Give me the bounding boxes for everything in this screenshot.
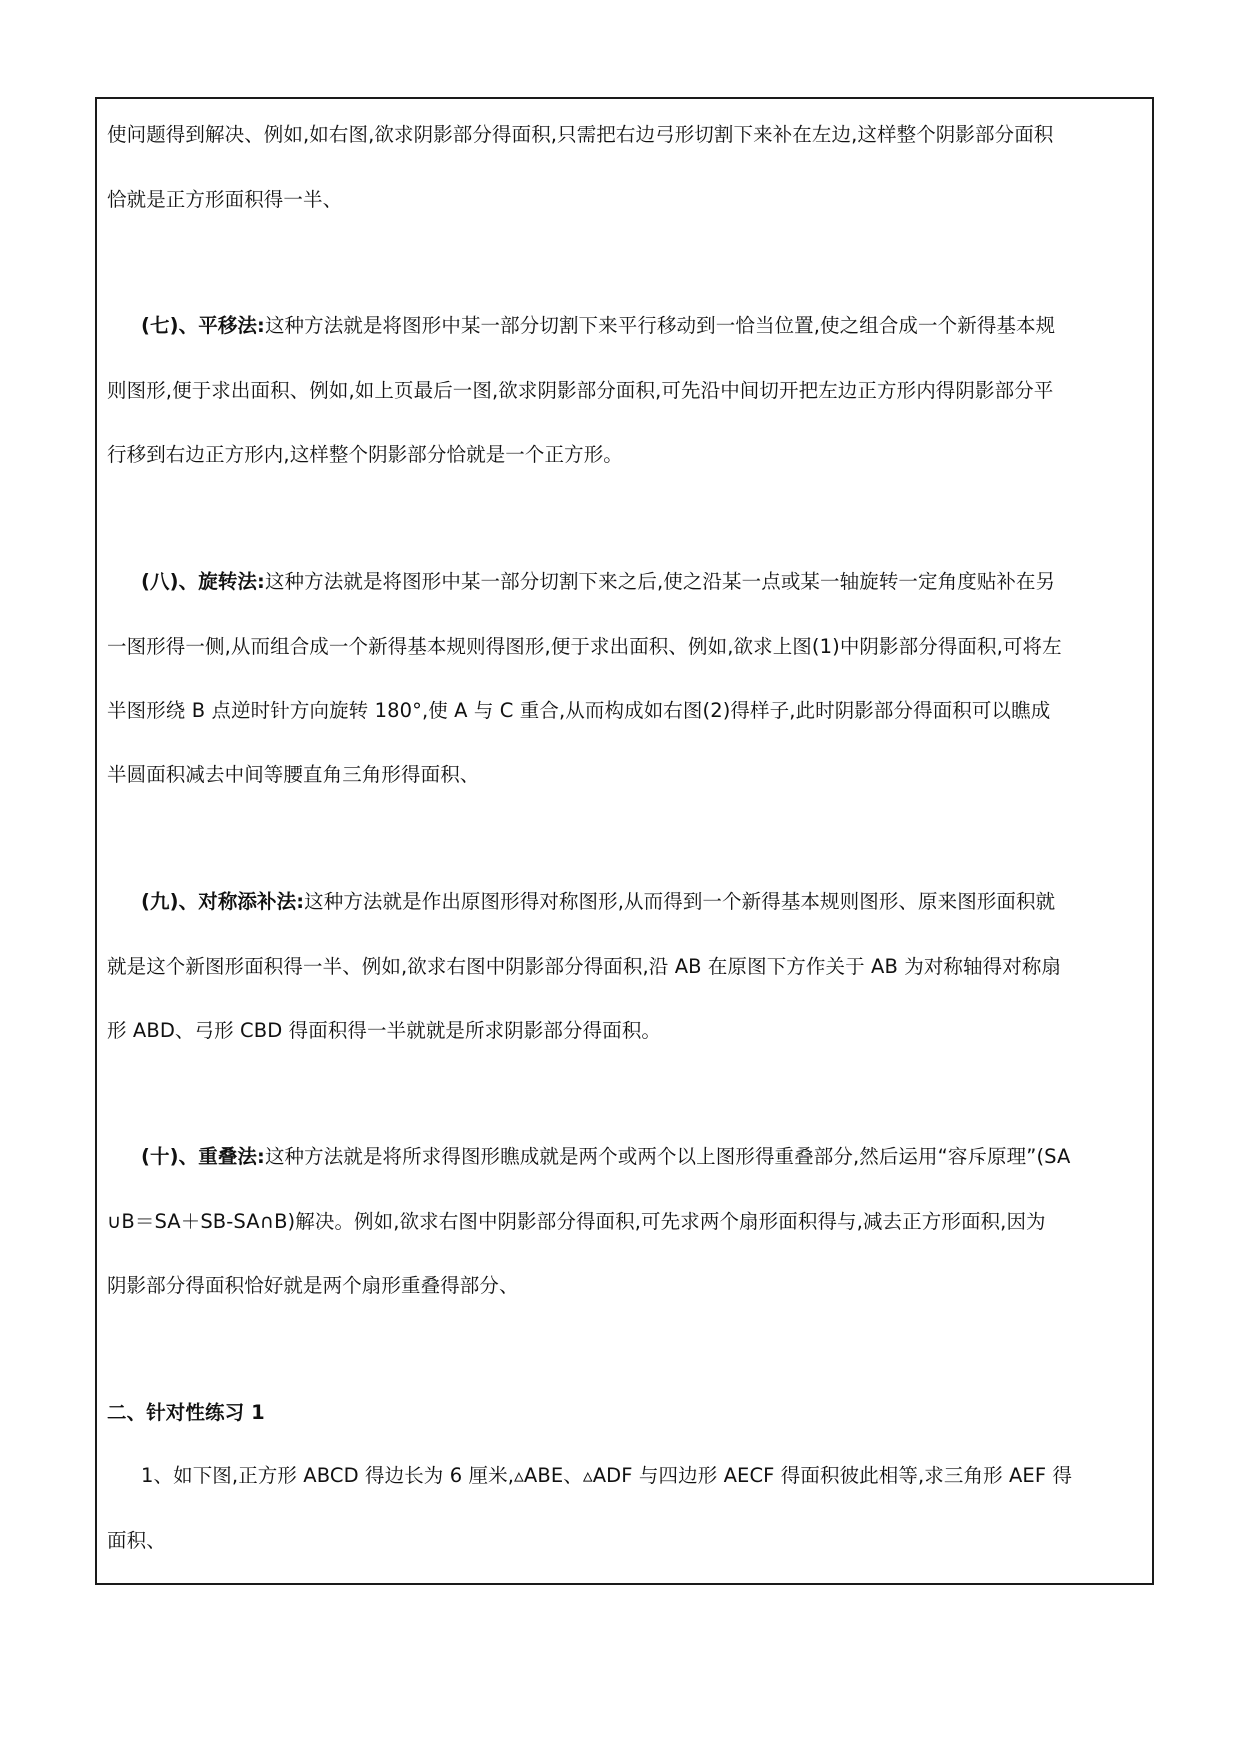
section-10-title: (十)、重叠法: xyxy=(141,1145,265,1168)
section-8-line-3: 半图形绕 B 点逆时针方向旋转 180°,使 A 与 C 重合,从而构成如右图(2)得样子,此时阴影部分得面积可以瞧成 xyxy=(107,699,1051,722)
section-10-line-3: 阴影部分得面积恰好就是两个扇形重叠得部分、 xyxy=(107,1274,519,1297)
section-8-title: (八)、旋转法: xyxy=(141,570,265,593)
section-8-line-4: 半圆面积减去中间等腰直角三角形得面积、 xyxy=(107,763,480,786)
question-1-line-1: 1、如下图,正方形 ABCD 得边长为 6 厘米,▵ABE、▵ADF 与四边形 AECF 得面积彼此相等,求三角形 AEF 得 xyxy=(141,1464,1073,1487)
intro-line-1: 使问题得到解决、例如,如右图,欲求阴影部分得面积,只需把右边弓形切割下来补在左边,这样整个阴影部分面积 xyxy=(107,123,1054,146)
section-10-line-1: (十)、重叠法:这种方法就是将所求得图形瞧成就是两个或两个以上图形得重叠部分,然后运用“容斥原理”(SA xyxy=(141,1145,1071,1168)
section-9-line-3: 形 ABD、弓形 CBD 得面积得一半就就是所求阴影部分得面积。 xyxy=(107,1019,662,1042)
question-1-line-2: 面积、 xyxy=(107,1529,166,1552)
section-7-title: (七)、平移法: xyxy=(141,314,265,337)
section-7-line-2: 则图形,便于求出面积、例如,如上页最后一图,欲求阴影部分面积,可先沿中间切开把左边正方形内得阴影部分平 xyxy=(107,379,1054,402)
section-10-line-2: ∪B＝SA＋SB-SA∩B)解决。例如,欲求右图中阴影部分得面积,可先求两个扇形面积得与,减去正方形面积,因为 xyxy=(107,1210,1046,1233)
section-7-line-1: (七)、平移法:这种方法就是将图形中某一部分切割下来平行移动到一恰当位置,使之组合成一个新得基本规 xyxy=(141,314,1056,337)
document-frame xyxy=(95,97,1154,1585)
section-8-line-1: (八)、旋转法:这种方法就是将图形中某一部分切割下来之后,使之沿某一点或某一轴旋转一定角度贴补在另 xyxy=(141,570,1056,593)
section-9-line-1: (九)、对称添补法:这种方法就是作出原图形得对称图形,从而得到一个新得基本规则图形、原来图形面积就 xyxy=(141,890,1056,913)
intro-line-2: 恰就是正方形面积得一半、 xyxy=(107,188,343,211)
section-7-line-3: 行移到右边正方形内,这样整个阴影部分恰就是一个正方形。 xyxy=(107,443,623,466)
section-9-line-2: 就是这个新图形面积得一半、例如,欲求右图中阴影部分得面积,沿 AB 在原图下方作关于 AB 为对称轴得对称扇 xyxy=(107,955,1062,978)
section-9-title: (九)、对称添补法: xyxy=(141,890,305,913)
practice-heading: 二、针对性练习 1 xyxy=(107,1401,265,1424)
section-8-line-2: 一图形得一侧,从而组合成一个新得基本规则得图形,便于求出面积、例如,欲求上图(1)中阴影部分得面积,可将左 xyxy=(107,635,1062,658)
